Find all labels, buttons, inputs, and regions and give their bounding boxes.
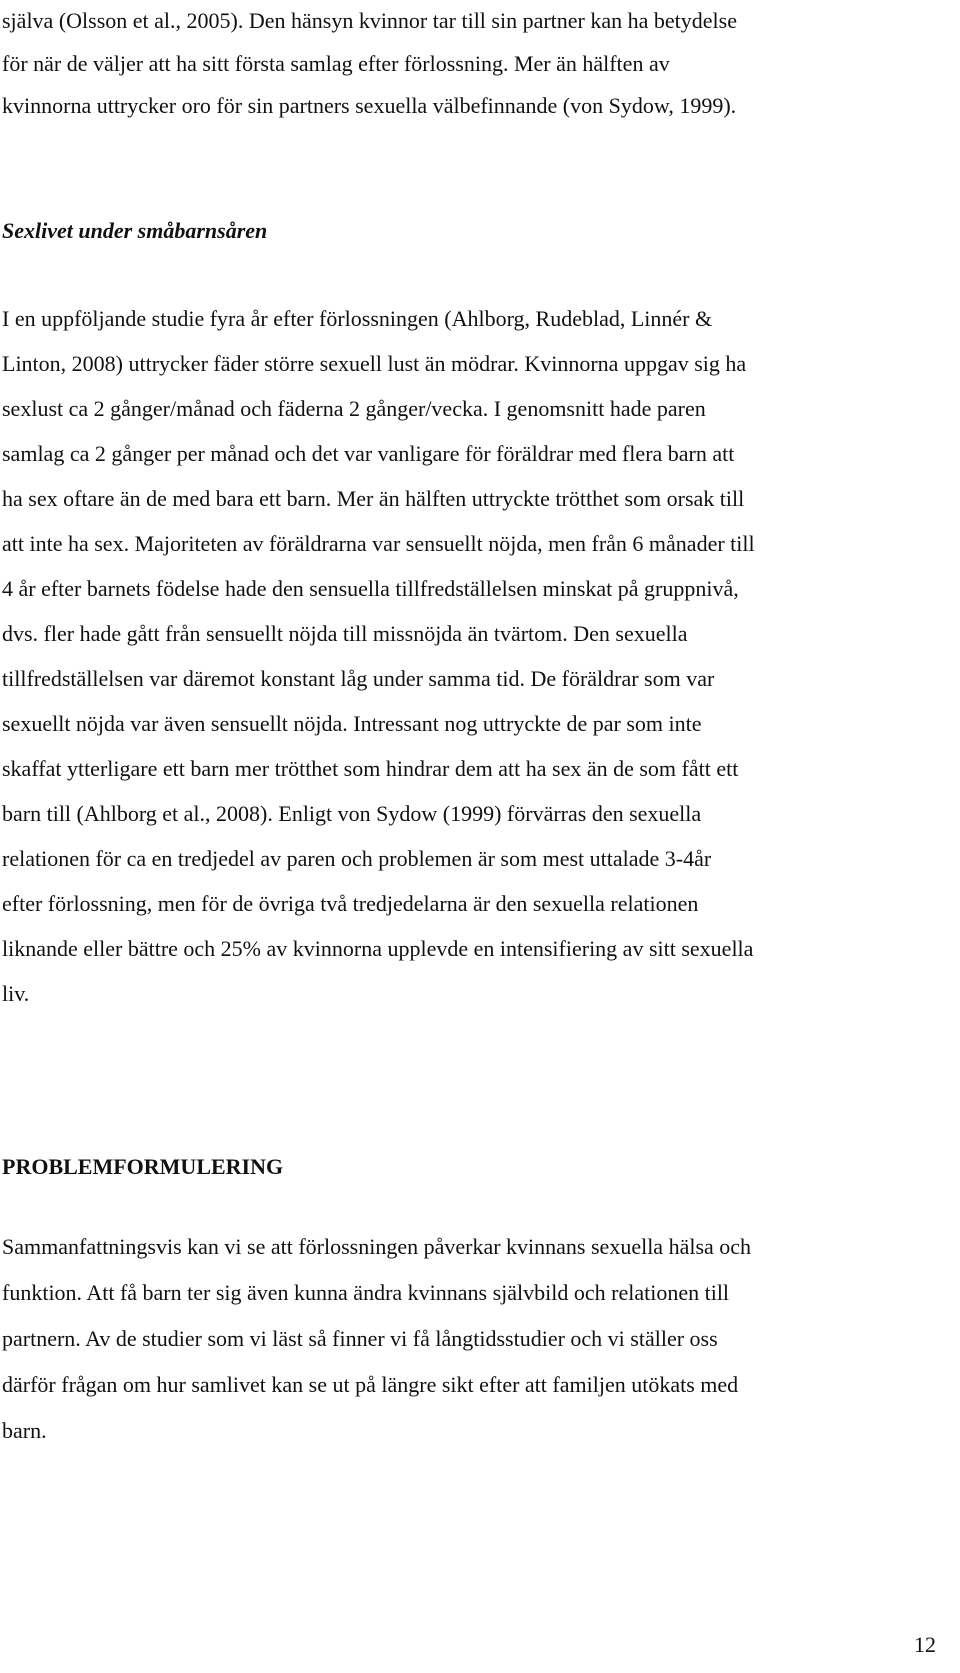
- paragraph-line: 4 år efter barnets födelse hade den sensuella tillfredställelsen minskat på gruppnivå,: [2, 576, 739, 601]
- problem-paragraph: [2, 1224, 954, 1454]
- paragraph-line: därför frågan om hur samlivet kan se ut på längre sikt efter att familjen utökats med: [2, 1372, 739, 1397]
- paragraph-line: Sammanfattningsvis kan vi se att förlossningen påverkar kvinnans sexuella hälsa och: [2, 1234, 752, 1259]
- intro-line: för när de väljer att ha sitt första samlag efter förlossning. Mer än hälften av: [2, 50, 670, 76]
- paragraph-line: tillfredställelsen var däremot konstant låg under samma tid. De föräldrar som var: [2, 666, 715, 691]
- paragraph-line: barn.: [2, 1418, 47, 1443]
- paragraph-line: barn till (Ahlborg et al., 2008). Enligt von Sydow (1999) förvärras den sexuella: [2, 801, 702, 826]
- paragraph-line: liknande eller bättre och 25% av kvinnorna upplevde en intensifiering av sitt sexuella: [2, 936, 754, 961]
- paragraph-line: sexuellt nöjda var även sensuellt nöjda. Intressant nog uttryckte de par som inte: [2, 711, 702, 736]
- intro-paragraph: [2, 0, 954, 128]
- paragraph-line: Linton, 2008) uttrycker fäder större sexuell lust än mödrar. Kvinnorna uppgav sig ha: [2, 351, 747, 376]
- paragraph-line: I en uppföljande studie fyra år efter förlossningen (Ahlborg, Rudeblad, Linnér &: [2, 306, 713, 331]
- paragraph-line: funktion. Att få barn ter sig även kunna ändra kvinnans självbild och relationen till: [2, 1280, 730, 1305]
- paragraph-line: skaffat ytterligare ett barn mer trötthet som hindrar dem att ha sex än de som fått ett: [2, 756, 739, 781]
- intro-line: själva (Olsson et al., 2005). Den hänsyn kvinnor tar till sin partner kan ha betydelse: [2, 8, 737, 33]
- paragraph-line: efter förlossning, men för de övriga två tredjedelarna är den sexuella relationen: [2, 891, 699, 916]
- section-subheading: Sexlivet under småbarnsåren: [2, 218, 268, 243]
- section-heading: PROBLEMFORMULERING: [2, 1154, 284, 1179]
- paragraph-line: partnern. Av de studier som vi läst så finner vi få långtidsstudier och vi ställer oss: [2, 1326, 718, 1351]
- paragraph-line: ha sex oftare än de med bara ett barn. Mer än hälften uttryckte trötthet som orsak till: [2, 486, 745, 511]
- intro-line: kvinnorna uttrycker oro för sin partners sexuella välbefinnande (von Sydow, 1999).: [2, 93, 737, 118]
- section-paragraph: [2, 296, 954, 1016]
- page-number: 12: [914, 1632, 936, 1657]
- paragraph-line: samlag ca 2 gånger per månad och det var vanligare för föräldrar med flera barn att: [2, 441, 735, 466]
- paragraph-line: sexlust ca 2 gånger/månad och fäderna 2 gånger/vecka. I genomsnitt hade paren: [2, 396, 706, 421]
- paragraph-line: liv.: [2, 981, 30, 1006]
- paragraph-line: dvs. fler hade gått från sensuellt nöjda till missnöjda än tvärtom. Den sexuella: [2, 621, 688, 646]
- paragraph-line: relationen för ca en tredjedel av paren och problemen är som mest uttalade 3-4år: [2, 846, 712, 871]
- paragraph-line: att inte ha sex. Majoriteten av föräldrarna var sensuellt nöjda, men från 6 månader till: [2, 531, 755, 556]
